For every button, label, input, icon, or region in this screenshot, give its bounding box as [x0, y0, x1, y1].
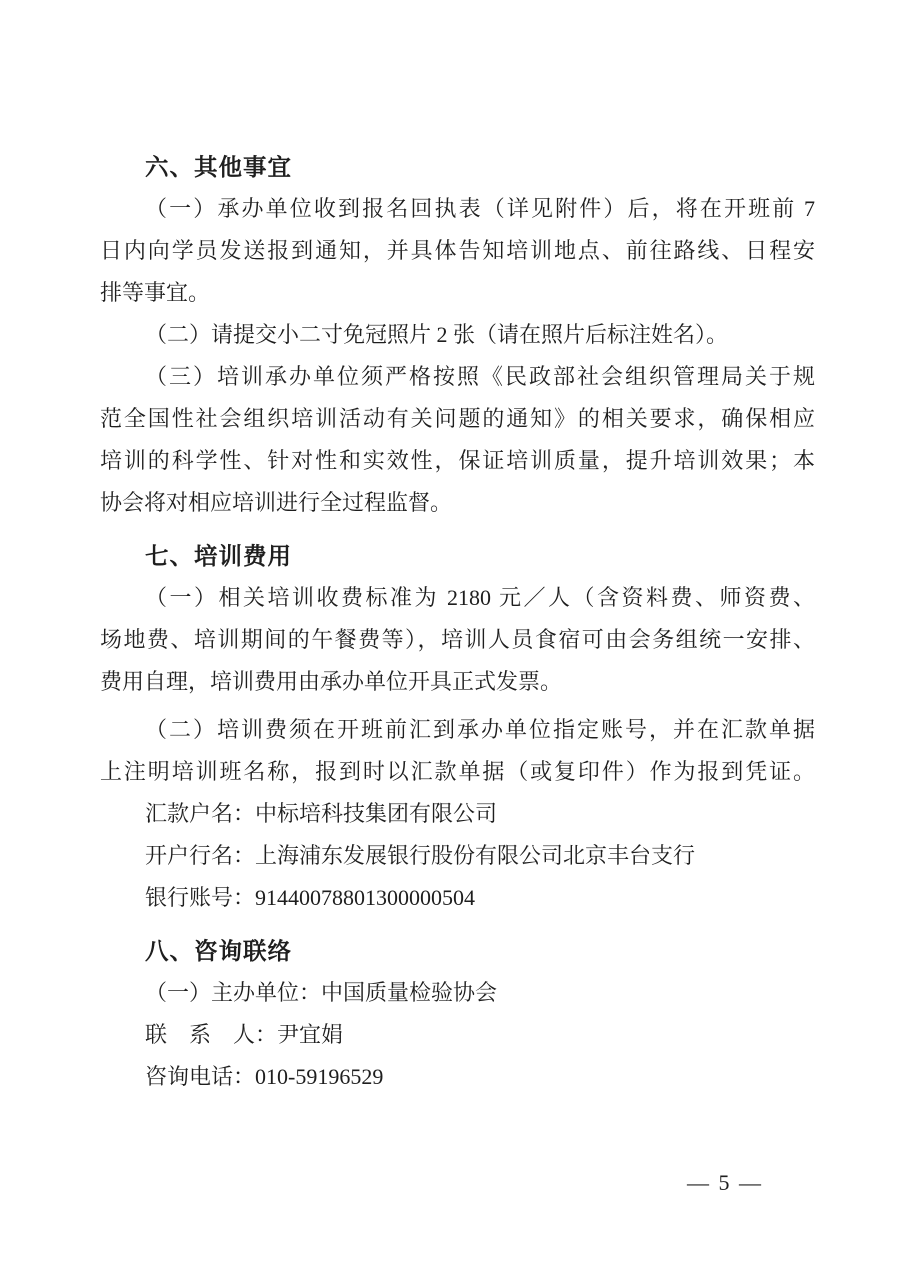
- remit-account-number-line: 银行账号：91440078801300000504: [145, 885, 476, 910]
- section6-para3-line1: （三）培训承办单位须严格按照《民政部社会组织管理局关于规: [145, 364, 815, 389]
- section6-para3-line4: 协会将对相应培训进行全过程监督。: [100, 490, 453, 515]
- section7-para1-line1: （一）相关培训收费标准为 2180 元／人（含资料费、师资费、: [145, 585, 815, 610]
- section7-para1-line3: 费用自理，培训费用由承办单位开具正式发票。: [100, 669, 563, 694]
- section7-para1-line2: 场地费、培训期间的午餐费等），培训人员食宿可由会务组统一安排、: [100, 627, 815, 652]
- remit-account-name-line: 汇款户名：中标培科技集团有限公司: [145, 801, 498, 826]
- section7-para2-line2: 上注明培训班名称，报到时以汇款单据（或复印件）作为报到凭证。: [100, 759, 815, 784]
- section7-para2-line1: （二）培训费须在开班前汇到承办单位指定账号，并在汇款单据: [145, 717, 815, 742]
- section6-para1-line1: （一）承办单位收到报名回执表（详见附件）后，将在开班前 7: [145, 196, 815, 221]
- section6-para3-line3: 培训的科学性、针对性和实效性，保证培训质量，提升培训效果；本: [100, 448, 815, 473]
- section6-heading: 六、其他事宜: [145, 154, 292, 180]
- page-number: — 5 —: [687, 1170, 763, 1195]
- contact-phone-line: 咨询电话：010-59196529: [145, 1064, 384, 1089]
- contact-host-org-line: （一）主办单位：中国质量检验协会: [145, 980, 498, 1005]
- section6-para2-line1: （二）请提交小二寸免冠照片 2 张（请在照片后标注姓名）。: [145, 322, 729, 347]
- contact-person-line: 联 系 人：尹宜娟: [145, 1022, 344, 1047]
- section6-para1-line2: 日内向学员发送报到通知，并具体告知培训地点、前往路线、日程安: [100, 238, 815, 263]
- section6-para3-line2: 范全国性社会组织培训活动有关问题的通知》的相关要求，确保相应: [100, 406, 815, 431]
- section6-para1-line3: 排等事宜。: [100, 280, 211, 305]
- remit-bank-name-line: 开户行名：上海浦东发展银行股份有限公司北京丰台支行: [145, 843, 696, 868]
- section8-heading: 八、咨询联络: [145, 938, 292, 964]
- section7-heading: 七、培训费用: [145, 543, 292, 569]
